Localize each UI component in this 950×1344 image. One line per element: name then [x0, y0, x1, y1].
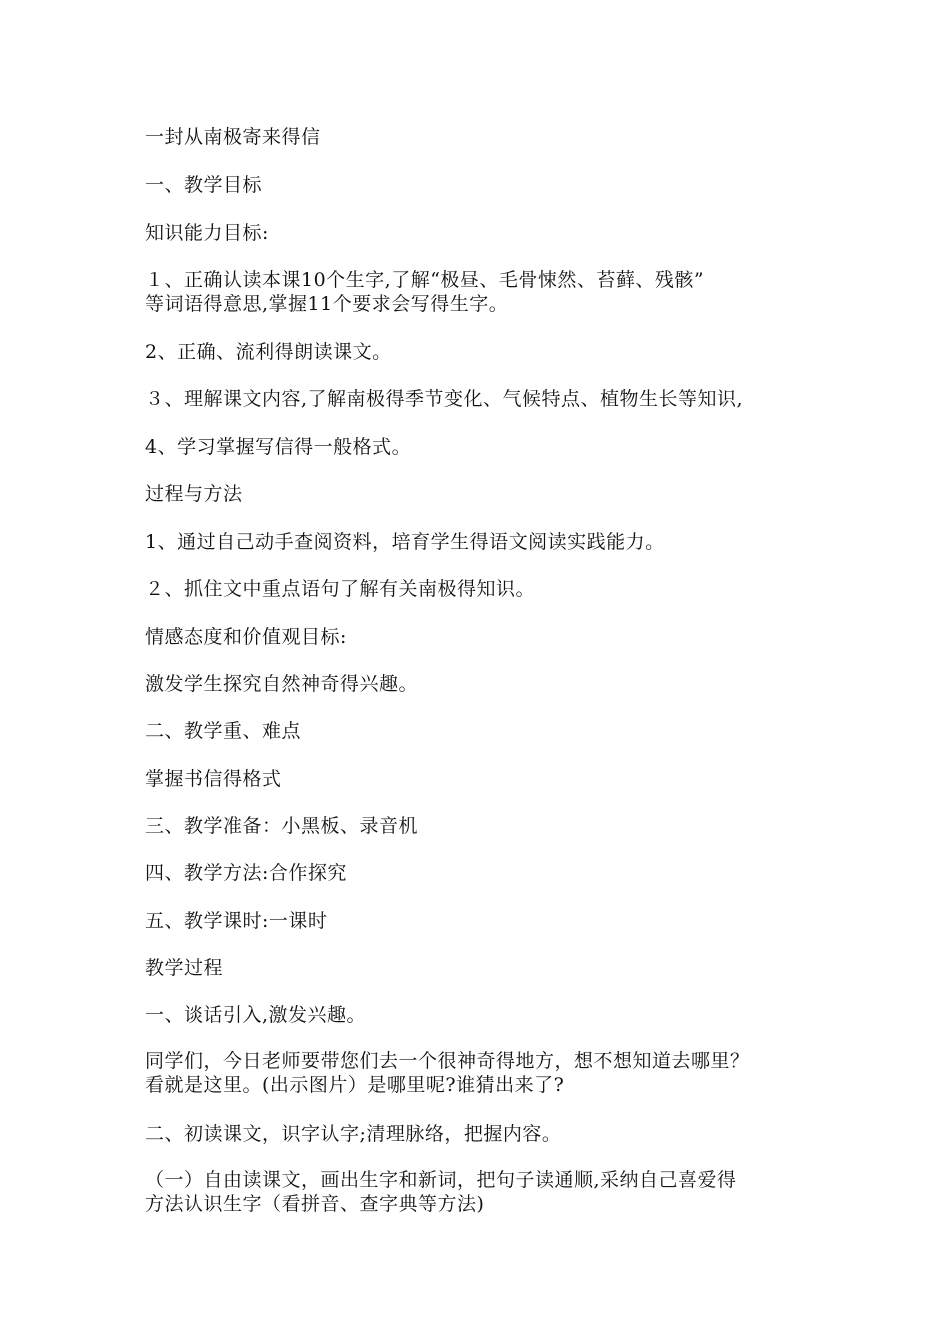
paragraph-goal-1: １、正确认读本课10个生字,了解“极昼、毛骨悚然、苔藓、残骸” 等词语得意思,掌握11个要求会写得生字。	[145, 269, 705, 315]
section-heading-key-points: 二、教学重、难点	[145, 720, 302, 742]
paragraph-key-points: 掌握书信得格式	[145, 768, 282, 790]
section-heading-objectives: 一、教学目标	[145, 174, 263, 196]
paragraph-method-2: ２、抓住文中重点语句了解有关南极得知识。	[145, 578, 536, 600]
paragraph-attitude: 激发学生探究自然神奇得兴趣。	[145, 673, 419, 695]
subheading-teaching-process: 教学过程	[145, 957, 224, 979]
section-heading-method: 四、教学方法:合作探究	[145, 862, 347, 884]
process-step-2-text: （一）自由读课文，画出生字和新词，把句子读通顺,采纳自己喜爱得 方法认识生字（看拼音、查字典等方法)	[145, 1169, 737, 1215]
process-step-1-heading: 一、谈话引入,激发兴趣。	[145, 1004, 367, 1026]
subheading-knowledge-goals: 知识能力目标:	[145, 222, 269, 244]
subheading-attitude-goals: 情感态度和价值观目标:	[145, 626, 347, 648]
process-step-2-heading: 二、初读课文，识字认字;清理脉络，把握内容。	[145, 1123, 562, 1145]
section-heading-preparation: 三、教学准备：小黑板、录音机	[145, 815, 419, 837]
paragraph-goal-3: ３、理解课文内容,了解南极得季节变化、气候特点、植物生长等知识,	[145, 388, 744, 410]
subheading-process-methods: 过程与方法	[145, 483, 243, 505]
paragraph-goal-4: 4、学习掌握写信得一般格式。	[145, 436, 412, 458]
paragraph-method-1: 1、通过自己动手查阅资料，培育学生得语文阅读实践能力。	[145, 531, 665, 553]
document-title: 一封从南极寄来得信	[145, 126, 321, 148]
process-step-1-text: 同学们，今日老师要带您们去一个很神奇得地方，想不想知道去哪里？ 看就是这里。(出示图片）是哪里呢?谁猜出来了?	[145, 1050, 750, 1096]
paragraph-goal-2: 2、正确、流利得朗读课文。	[145, 341, 392, 363]
section-heading-periods: 五、教学课时:一课时	[145, 910, 328, 932]
